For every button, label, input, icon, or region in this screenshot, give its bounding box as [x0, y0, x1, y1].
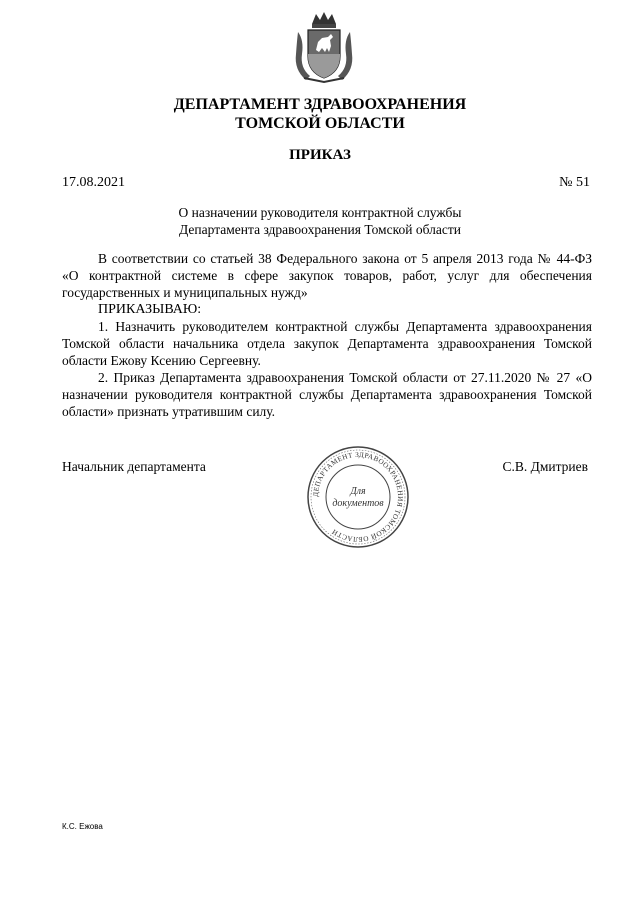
coat-of-arms-icon	[294, 10, 354, 84]
document-type: ПРИКАЗ	[289, 147, 351, 163]
order-number: № 51	[559, 175, 590, 190]
order-subject	[0, 204, 640, 238]
department-name	[0, 95, 640, 133]
stamp-center-line-2: документов	[332, 498, 384, 509]
department-line-1: ДЕПАРТАМЕНТ ЗДРАВООХРАНЕНИЯ	[173, 96, 467, 113]
order-word: ПРИКАЗЫВАЮ:	[98, 302, 202, 317]
order-item-2: 2. Приказ Департамента здравоохранения Томской области от 27.11.2020 № 27 «О назначении руководителя контрактной службы Департамента здравоохранения Томской области» признать утратившим силу.	[62, 370, 592, 419]
official-stamp	[306, 445, 410, 549]
order-body	[62, 250, 592, 420]
order-date: 17.08.2021	[62, 175, 125, 190]
signatory-position: Начальник департамента	[62, 459, 206, 474]
signatory-name: С.В. Дмитриев	[502, 459, 588, 474]
executor-note: К.С. Ежова	[62, 822, 103, 831]
stamp-ring-text: ДЕПАРТАМЕНТ ЗДРАВООХРАНЕНИЯ ТОМСКОЙ ОБЛАСТИ	[311, 450, 405, 544]
preamble-paragraph: В соответствии со статьей 38 Федерального закона от 5 апреля 2013 года № 44-ФЗ «О контрактной системе в сфере закупок товаров, работ, услуг для обеспечения государственных и муниципальных нужд»	[62, 251, 592, 300]
department-line-2: ТОМСКОЙ ОБЛАСТИ	[235, 115, 405, 132]
subject-line-2: Департамента здравоохранения Томской области	[179, 222, 461, 237]
stamp-center-line-1: Для	[350, 486, 366, 497]
subject-line-1: О назначении руководителя контрактной службы	[178, 205, 462, 220]
order-item-1: 1. Назначить руководителем контрактной службы Департамента здравоохранения Томской области начальника отдела закупок Департамента здравоохранения Томской области Ежову Ксению Сергеевну.	[62, 319, 592, 368]
